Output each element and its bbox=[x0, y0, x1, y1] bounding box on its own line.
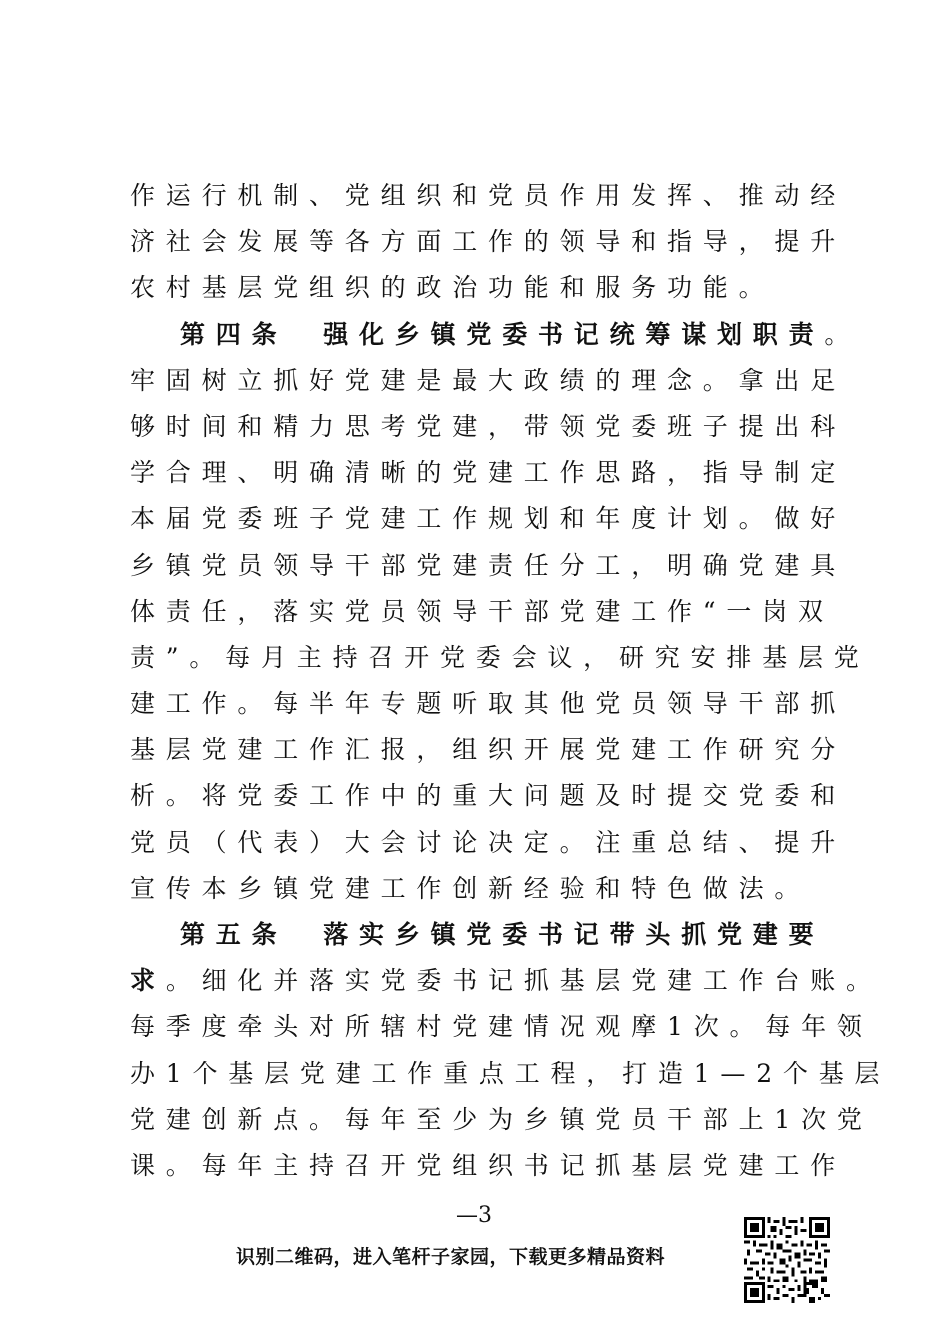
text-line: 本届党委班子党建工作规划和年度计划。做好 bbox=[130, 504, 847, 534]
text-line: 党建创新点。每年至少为乡镇党员干部上1次党 bbox=[130, 1104, 873, 1134]
text-line: 宣传本乡镇党建工作创新经验和特色做法。 bbox=[130, 873, 811, 903]
document-body bbox=[130, 173, 891, 1189]
page-number: —3 bbox=[456, 1203, 492, 1228]
article-heading: 第四条 强化乡镇党委书记统筹谋划职责 bbox=[180, 319, 825, 349]
qr-code-icon[interactable] bbox=[744, 1217, 830, 1303]
text-run: 。细化并落实党委书记抓基层党建工作台账。 bbox=[165, 966, 882, 996]
text-line: 够时间和精力思考党建，带领党委班子提出科 bbox=[130, 411, 847, 441]
text-line: 每季度牵头对所辖村党建情况观摩1次。每年领 bbox=[130, 1012, 873, 1042]
text-line: 党员（代表）大会讨论决定。注重总结、提升 bbox=[130, 827, 847, 857]
text-line: 作运行机制、党组织和党员作用发挥、推动经 bbox=[130, 181, 847, 210]
text-line bbox=[130, 958, 882, 1004]
text-line: 济社会发展等各方面工作的领导和指导，提升 bbox=[130, 227, 847, 257]
article-5-heading-line bbox=[130, 912, 830, 958]
text-line: 办1个基层党建工作重点工程，打造1—2个基层 bbox=[130, 1058, 891, 1088]
text-line: 农村基层党组织的政治功能和服务功能。 bbox=[130, 273, 775, 303]
text-line: 责”。每月主持召开党委会议，研究安排基层党 bbox=[130, 642, 870, 672]
text-line: 析。将党委工作中的重大问题及时提交党委和 bbox=[130, 781, 847, 811]
article-heading: 第五条 落实乡镇党委书记带头抓党建要 bbox=[180, 920, 825, 949]
text-run: 。 bbox=[824, 319, 861, 349]
text-line: 学合理、明确清晰的党建工作思路，指导制定 bbox=[130, 458, 847, 488]
text-line: 建工作。每半年专题听取其他党员领导干部抓 bbox=[130, 689, 847, 719]
text-line: 牢固树立抓好党建是最大政绩的理念。拿出足 bbox=[130, 365, 847, 395]
article-heading: 求 bbox=[130, 966, 166, 996]
article-4-heading-line bbox=[130, 312, 861, 358]
text-line: 基层党建工作汇报，组织开展党建工作研究分 bbox=[130, 735, 847, 765]
text-line: 乡镇党员领导干部党建责任分工，明确党建具 bbox=[130, 550, 847, 580]
footer-promo-text: 识别二维码，进入笔杆子家园，下载更多精品资料 bbox=[236, 1246, 666, 1268]
text-line: 课。每年主持召开党组织书记抓基层党建工作 bbox=[130, 1150, 847, 1180]
text-line: 体责任，落实党员领导干部党建工作“一岗双 bbox=[130, 596, 834, 626]
